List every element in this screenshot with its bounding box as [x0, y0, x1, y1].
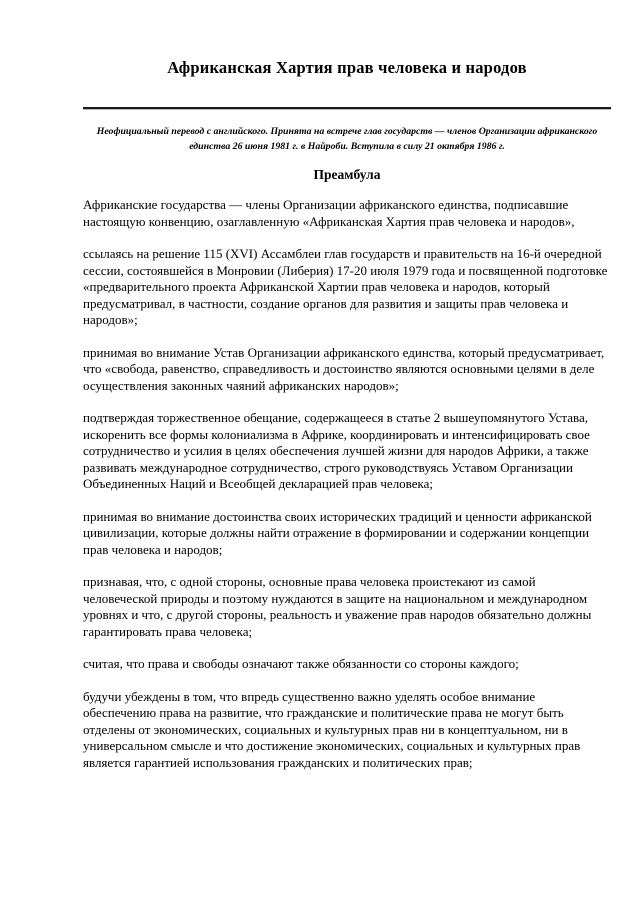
- paragraph-right-to-development: будучи убеждены в том, что впредь существенно важно уделять особое внимание обеспечению права на развитие, что гражданские и политические права не могут быть отделены от экономических, социальных и культурных прав ни в концептуальном, ни в универсальном смысле и что достижение экономических, социальных и культурных прав является гарантией использования гражданских и политических прав;: [83, 688, 581, 770]
- paragraph-recognizing-rights: признавая, что, с одной стороны, основные права человека проистекают из самой человеческой природы и поэтому нуждаются в защите на национальном и международном уровнях и что, с другой стороны, реальность и уважение прав народов обязательно должны гарантировать права человека;: [83, 574, 592, 639]
- horizontal-rule: [83, 107, 611, 109]
- preamble-paragraphs: [83, 197, 611, 771]
- paragraph-traditions-values: принимая во внимание достоинства своих исторических традиций и ценности африканской цивилизации, которые должны найти отражение в формировании и содержании концепции прав человека и народов;: [83, 508, 592, 557]
- paragraph-decision-115: ссылаясь на решение 115 (XVI) Ассамблеи глав государств и правительств на 16-й очередной сессии, состоявшейся в Монровии (Либерия) 17-20 июля 1979 года и посвященной подготовке «предварительного проекта Африканской Хартии прав человека и народов, который предусматривал, в частности, создание органов для развития и защиты прав человека и народов»;: [83, 246, 608, 327]
- document-title: Африканская Хартия прав человека и народов: [167, 58, 527, 77]
- paragraph-pledge-article-2: подтверждая торжественное обещание, содержащееся в статье 2 вышеупомянутого Устава, искоренить все формы колониализма в Африке, координировать и интенсифицировать свое сотрудничество и усилия в целях обеспечения лучшей жизни для народов Африки, а также развивать международное сотрудничество, строго руководствуясь Уставом Организации Объединенных Наций и Всеобщей декларацией прав человека;: [83, 410, 590, 491]
- paragraph-rights-and-duties: считая, что права и свободы означают также обязанности со стороны каждого;: [83, 656, 519, 671]
- paragraph-oau-charter: принимая во внимание Устав Организации африканского единства, который предусматривает, что «свобода, равенство, справедливость и достоинство являются основными целями в деле осуществления законных чаяний африканских народов»;: [83, 344, 605, 393]
- paragraph-signatory-states: Африканские государства — члены Организации африканского единства, подписавшие настоящую конвенцию, озаглавленную «Африканская Хартия прав человека и народов»,: [83, 197, 575, 229]
- translation-note: Неофициальный перевод с английского. Принята на встрече глав государств — членов Организации африканского единства 26 июня 1981 г. в Найроби. Вступила в силу 21 октября 1986 г.: [96, 126, 598, 152]
- section-heading-preamble: Преамбула: [313, 167, 381, 182]
